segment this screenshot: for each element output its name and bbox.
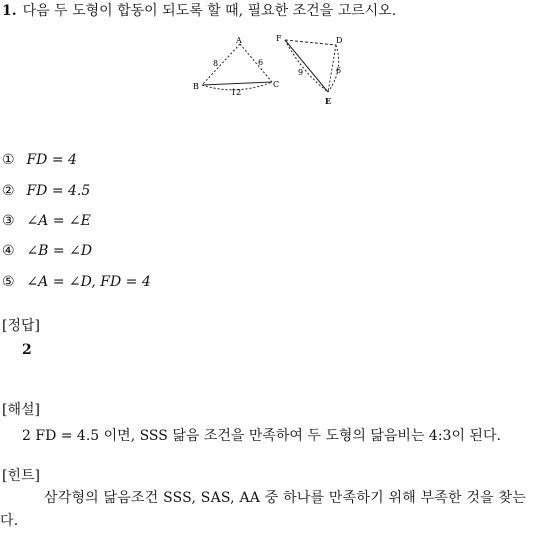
vertex-f: F [276,34,282,43]
question-text: 다음 두 도형이 합동이 되도록 할 때, 필요한 조건을 고르시오. [22,3,397,19]
triangle-figure [190,32,350,112]
side-ac-label: 6 [258,58,264,67]
choice-5[interactable] [2,273,151,291]
explanation-text: 2 FD = 4.5 이면, SSS 닮음 조건을 만족하여 두 도형의 닮음비는 4:3이 된다. [22,428,501,444]
vertex-b: B [193,82,199,91]
choice-number: ① [2,152,15,168]
choice-number: ③ [2,213,15,229]
hint-text: 삼각형의 닮음조건 SSS, SAS, AA 중 하나를 만족하기 위해 부족한 것을 찾는다. [0,490,526,529]
choice-1[interactable] [2,151,77,169]
side-ab-label: 8 [213,59,219,68]
triangle-abc [193,36,279,97]
choice-expression: ∠A = ∠D, FD = 4 [26,274,151,290]
answer-label: [정답] [2,318,40,334]
explanation-label: [해설] [2,402,40,418]
choice-expression: FD = 4 [26,152,77,168]
hint-label: [힌트] [2,468,40,484]
vertex-c: C [273,80,280,89]
vertex-e: E [325,96,332,106]
question-title [2,2,396,20]
triangle-fde [276,34,342,106]
side-de-label: 6 [336,66,342,75]
choice-2[interactable] [2,182,90,200]
choice-number: ④ [2,243,15,259]
side-fe-label: 9 [298,68,304,77]
choice-3[interactable] [2,212,91,230]
choice-expression: ∠B = ∠D [26,243,93,259]
choice-number: ② [2,183,15,199]
answer-value: 2 [22,342,32,358]
question-number: 1. [2,3,17,19]
choice-4[interactable] [2,242,92,260]
choice-expression: ∠A = ∠E [26,213,91,229]
vertex-d: D [336,36,343,45]
choice-number: ⑤ [2,274,15,290]
vertex-a: A [236,36,242,45]
side-bc-label: 12 [231,88,242,97]
choice-expression: FD = 4.5 [26,183,91,199]
